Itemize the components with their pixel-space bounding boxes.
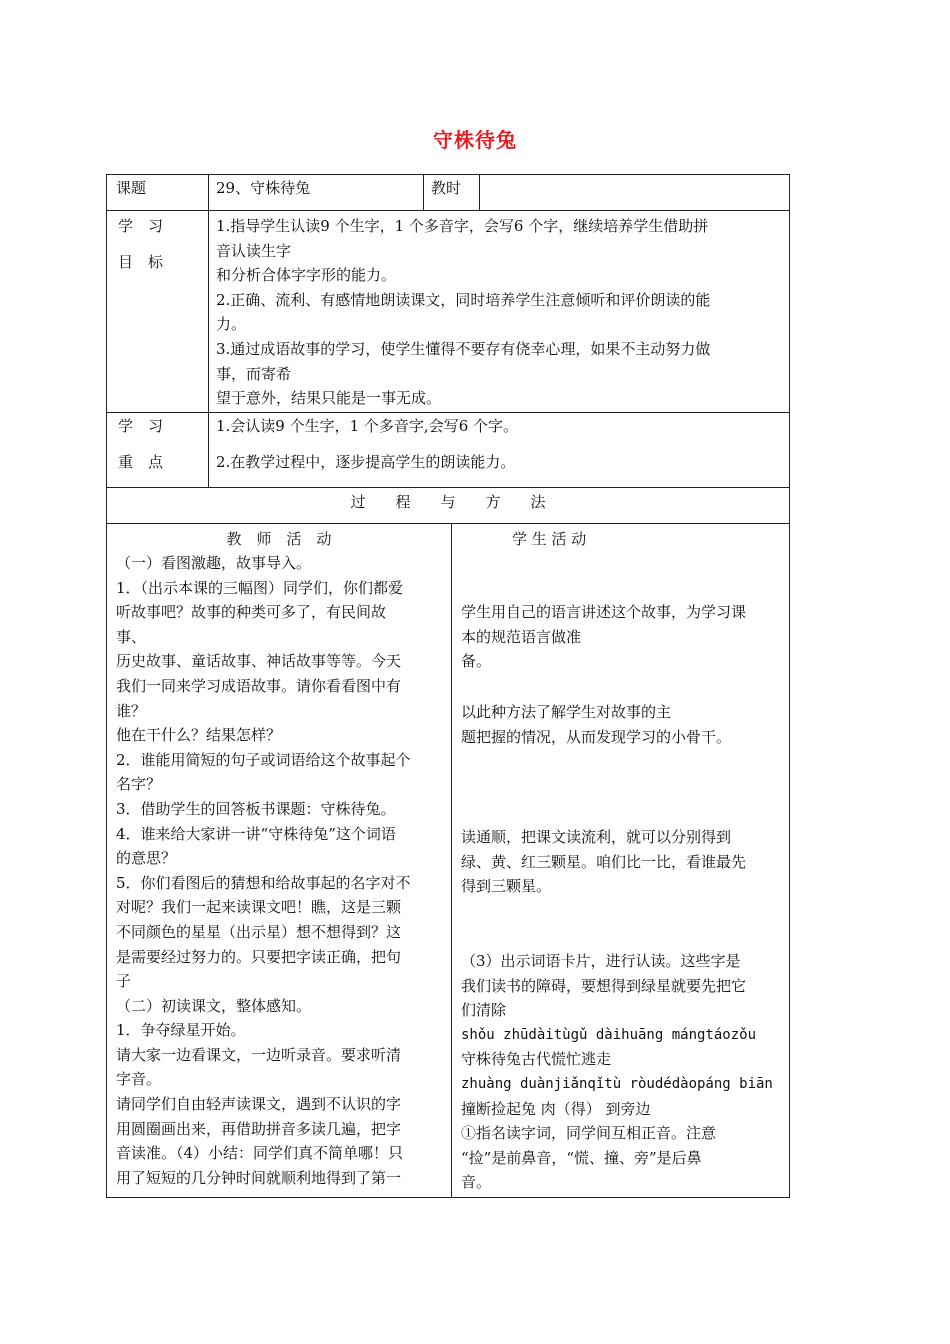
student-group-theme (461, 700, 731, 749)
words-line: 撞断捡起兔 肉（得） 到旁边 (461, 1099, 651, 1118)
teacher-line: 是需要经过努力的。只要把字读正确，把句 (116, 947, 402, 966)
goal-line: 和分析合体字字形的能力。 (216, 266, 397, 285)
teacher-line: 的意思？ (116, 849, 177, 868)
teacher-line: 对呢？我们一起来读课文吧！瞧，这是三颗 (116, 898, 402, 917)
teacher-line: 事、 (116, 627, 147, 646)
student-line: 绿、黄、红三颗星。咱们比一比，看谁最先 (461, 852, 747, 871)
teacher-line: 听故事吧？故事的种类可多了，有民间故 (116, 603, 387, 622)
goal-line: 望于意外，结果只能是一事无成。 (216, 389, 442, 408)
goal-line: 2.正确、流利、有感情地朗读课文，同时培养学生注意倾听和评价朗读的能 (216, 290, 711, 309)
student-line: 们清除 (461, 1001, 507, 1020)
teacher-line: （二）初读课文，整体感知。 (116, 996, 312, 1015)
student-group-stars (461, 825, 746, 899)
column-divider (479, 174, 480, 210)
student-line: 题把握的情况，从而发现学习的小骨干。 (461, 727, 732, 746)
teacher-line: 历史故事、童话故事、神话故事等等。今天 (116, 652, 402, 671)
hours-label: 教时 (431, 179, 462, 197)
teacher-line: 2．谁能用简短的句子或词语给这个故事起个 (116, 750, 411, 769)
teacher-line: 请大家一边看课文，一边听录音。要求听清 (116, 1045, 402, 1064)
teacher-line: 他在干什么？结果怎样？ (116, 726, 282, 745)
row-divider (106, 523, 790, 524)
keypoint-line: 2.在教学过程中，逐步提高学生的朗读能力。 (216, 453, 516, 471)
teacher-line: 5．你们看图后的猜想和给故事起的名字对不 (116, 873, 411, 892)
goal-line: 1.指导学生认读9 个生字，1 个多音字，会写6 个字，继续培养学生借助拼 (216, 217, 709, 235)
goal-line: 事，而寄希 (216, 364, 292, 383)
student-line: 读通顺，把课文读流利，就可以分别得到 (461, 828, 732, 846)
teacher-line: 名字？ (116, 775, 162, 794)
student-line: “捡”是前鼻音，“慌、撞、旁”是后鼻 (461, 1148, 702, 1167)
student-group-story (461, 600, 746, 674)
student-line: ①指名读字词，同学间互相正音。注意 (461, 1124, 717, 1143)
process-header: 过 程 与 方 法 (350, 493, 546, 511)
student-line: 音。 (461, 1173, 492, 1192)
pinyin-line: zhuàng duànjiǎnqǐtù ròudédàopáng biān (461, 1075, 773, 1092)
goal-line: 音认读生字 (216, 241, 292, 260)
teacher-line: 3．借助学生的回答板书课题：守株待兔。 (116, 799, 396, 818)
goals-label-line2: 目 标 (118, 253, 164, 271)
teacher-line: 子 (116, 972, 132, 991)
column-divider (423, 174, 424, 210)
student-line: 以此种方法了解学生对故事的主 (461, 703, 672, 721)
pinyin-line: shǒu zhūdàitùgǔ dàihuāng mángtáozǒu (461, 1026, 757, 1043)
teacher-line: 1．（出示本课的三幅图）同学们，你们都爱 (116, 578, 404, 597)
teacher-line: 字音。 (116, 1070, 162, 1089)
column-divider (208, 174, 209, 487)
teacher-activity-text (116, 551, 411, 1190)
goal-line: 力。 (216, 315, 247, 334)
teacher-line: 1．争夺绿星开始。 (116, 1021, 246, 1040)
topic-label: 课题 (116, 179, 147, 197)
teacher-line: 谁？ (116, 701, 147, 720)
teacher-line: 用了短短的几分钟时间就顺利地得到了第一 (116, 1168, 402, 1187)
teacher-line: 用圆圈画出来，再借助拼音多读几遍，把字 (116, 1119, 402, 1138)
teacher-line: 我们一同来学习成语故事。请你看看图中有 (116, 676, 402, 695)
row-divider (106, 487, 790, 488)
keypoints-label-line2: 重 点 (118, 453, 164, 471)
goals-label-line1: 学 习 (118, 217, 164, 235)
keypoint-line: 1.会认读9 个生字，1 个多音字,会写6 个字。 (216, 417, 519, 435)
teacher-activity-header: 教 师 活 动 (226, 530, 332, 548)
teacher-line: 请同学们自由轻声读课文，遇到不认识的字 (116, 1095, 402, 1114)
teacher-line: 音读准。（4）小结：同学们真不简单哪！只 (116, 1144, 404, 1163)
teacher-line: （一）看图激趣，故事导入。 (116, 554, 312, 572)
keypoints-label-line1: 学 习 (118, 417, 164, 435)
goals-text (216, 214, 710, 411)
student-line: 备。 (461, 652, 492, 671)
teacher-line: 4．谁来给大家讲一讲“守株待兔”这个词语 (116, 824, 396, 843)
student-line: 得到三颗星。 (461, 877, 552, 896)
student-line: 学生用自己的语言讲述这个故事，为学习课 (461, 603, 747, 621)
topic-value: 29、守株待兔 (216, 179, 311, 197)
column-divider (451, 523, 452, 1198)
student-line: 我们读书的障碍，要想得到绿星就要先把它 (461, 976, 747, 995)
student-line: 本的规范语言做准 (461, 627, 582, 646)
teacher-line: 不同颜色的星星（出示星）想不想得到？这 (116, 922, 402, 941)
student-group-word-cards (461, 949, 773, 1195)
words-line: 守株待兔古代慌忙逃走 (461, 1050, 612, 1069)
goal-line: 3.通过成语故事的学习，使学生懂得不要存有侥幸心理，如果不主动努力做 (216, 339, 711, 358)
student-line: （3）出示词语卡片，进行认读。这些字是 (461, 952, 741, 970)
document-title: 守株待兔 (433, 128, 517, 152)
student-activity-header: 学 生 活 动 (512, 530, 587, 548)
